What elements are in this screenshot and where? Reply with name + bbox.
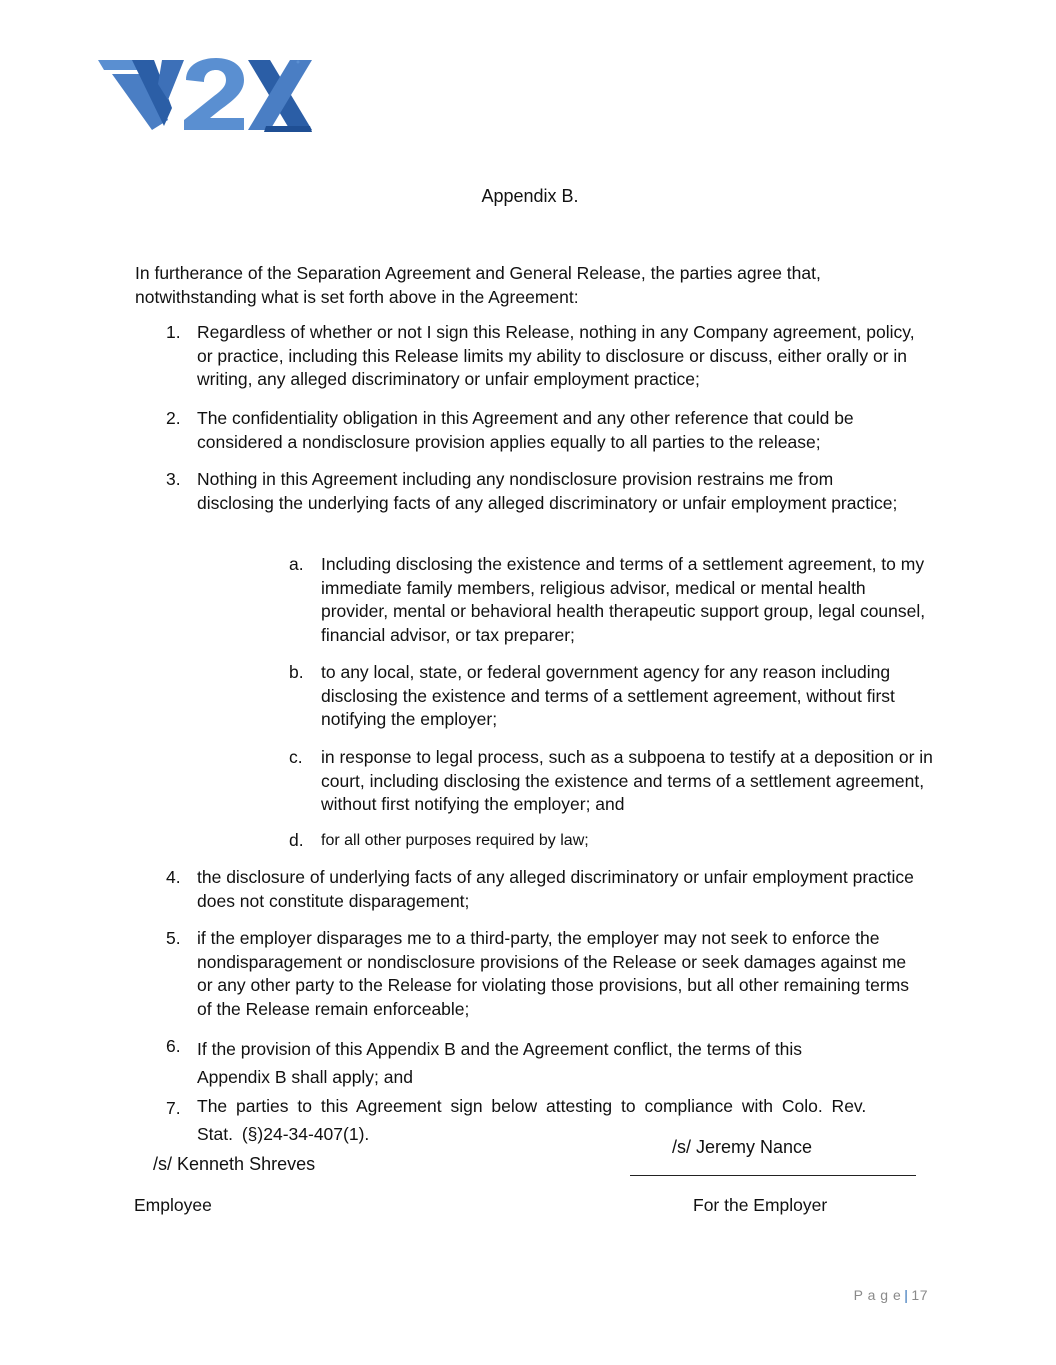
list-item-number: 6. bbox=[166, 1036, 181, 1056]
list-item-number: 5. bbox=[166, 928, 181, 948]
intro-paragraph: In furtherance of the Separation Agreement and General Release, the parties agree that, notwithstanding what is set forth above in the Agreement: bbox=[135, 263, 821, 307]
employee-signature: /s/ Kenneth Shreves bbox=[153, 1154, 316, 1174]
page-title: Appendix B. bbox=[481, 186, 579, 206]
sub-list-item-letter: c. bbox=[289, 747, 303, 767]
list-item-number: 2. bbox=[166, 408, 181, 428]
list-item-text: The parties to this Agreement sign below attesting to compliance with Colo. Rev. Stat. (§)24-34-407(1). bbox=[197, 1096, 867, 1144]
employer-signature-line bbox=[630, 1175, 916, 1176]
list-item-text: if the employer disparages me to a third-party, the employer may not seek to enforce the nondisparagement or nondisclosure provisions of the Release or seek damages against me or any other party to the Release for violating those provisions, but all other remaining terms of the Release remain enforceable; bbox=[197, 928, 910, 1019]
employer-label: For the Employer bbox=[693, 1195, 828, 1215]
list-item-text: the disclosure of underlying facts of any alleged discriminatory or unfair employment practice does not constitute disparagement; bbox=[197, 867, 914, 911]
employee-label: Employee bbox=[134, 1195, 212, 1215]
footer-divider: | bbox=[904, 1287, 909, 1303]
list-item-number: 7. bbox=[166, 1098, 181, 1118]
sub-list-item-letter: b. bbox=[289, 662, 304, 682]
sub-list-item-text: for all other purposes required by law; bbox=[321, 832, 589, 849]
v2x-logo-icon bbox=[98, 56, 314, 136]
sub-list-item-text: to any local, state, or federal government agency for any reason including disclosing the existence and terms of a settlement agreement, without first notifying the employer; bbox=[321, 662, 895, 729]
sub-list-item-letter: a. bbox=[289, 554, 304, 574]
svg-text:V2X: V2X bbox=[98, 56, 100, 57]
list-item-text: Regardless of whether or not I sign this Release, nothing in any Company agreement, policy, or practice, including this Release limits my ability to disclosure or discuss, either orally or in writing, any alleged discriminatory or unfair employment practice; bbox=[197, 322, 915, 389]
list-item-number: 3. bbox=[166, 469, 181, 489]
sub-list-item-text: in response to legal process, such as a subpoena to testify at a deposition or in court, including disclosing the existence and terms of a settlement agreement, without first notifying the employer; and bbox=[321, 747, 933, 814]
list-item-number: 1. bbox=[166, 322, 181, 342]
sub-list-item-letter: d. bbox=[289, 830, 304, 850]
company-logo bbox=[98, 56, 314, 136]
list-item-number: 4. bbox=[166, 867, 181, 887]
employer-signature: /s/ Jeremy Nance bbox=[672, 1137, 813, 1157]
page-number: 17 bbox=[911, 1287, 928, 1303]
sub-list-item-text: Including disclosing the existence and terms of a settlement agreement, to my immediate family members, religious advisor, medical or mental health provider, mental or behavioral health therapeutic support group, legal counsel, financial advisor, or tax preparer; bbox=[321, 554, 926, 645]
list-item-text: If the provision of this Appendix B and the Agreement conflict, the terms of this Appendix B shall apply; and bbox=[197, 1039, 803, 1087]
list-item-text: Nothing in this Agreement including any nondisclosure provision restrains me from disclosing the underlying facts of any alleged discriminatory or unfair employment practice; bbox=[197, 469, 898, 513]
page-footer bbox=[854, 1287, 928, 1303]
list-item-text: The confidentiality obligation in this Agreement and any other reference that could be considered a nondisclosure provision applies equally to all parties to the release; bbox=[197, 408, 854, 452]
page-label: P a g e bbox=[853, 1287, 902, 1303]
